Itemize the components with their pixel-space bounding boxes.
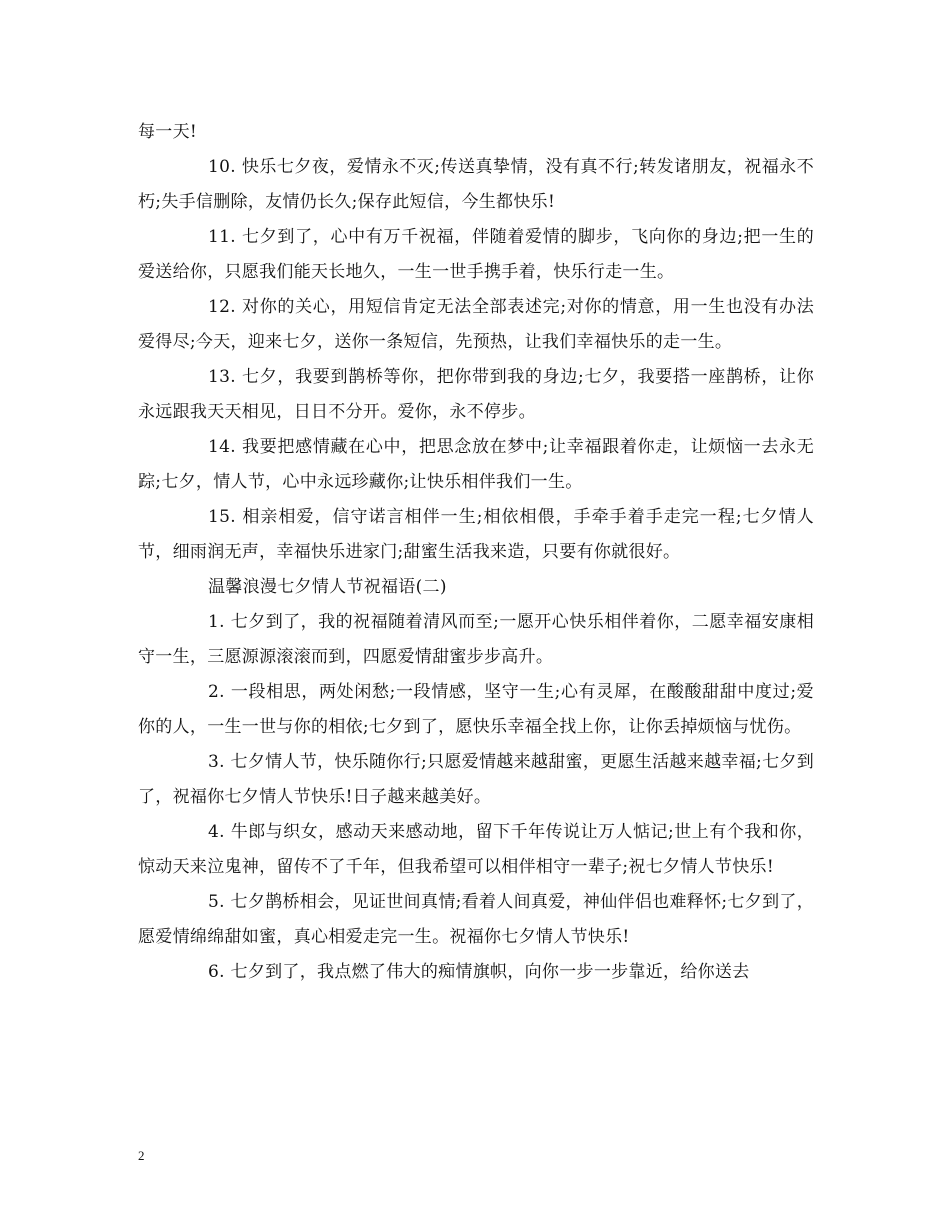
paragraph: 15. 相亲相爱，信守诺言相伴一生;相依相偎，手牵手着手走完一程;七夕情人节，细雨润无声，幸福快乐进家门;甜蜜生活我来造，只要有你就很好。 (138, 507, 814, 562)
paragraph: 10. 快乐七夕夜，爱情永不灭;传送真挚情，没有真不行;转发诸朋友，祝福永不朽;失手信删除，友情仍长久;保存此短信，今生都快乐! (138, 157, 814, 212)
paragraph: 6. 七夕到了，我点燃了伟大的痴情旗帜，向你一步一步靠近，给你送去 (208, 962, 750, 982)
paragraph: 温馨浪漫七夕情人节祝福语(二) (208, 577, 447, 597)
paragraph: 12. 对你的关心，用短信肯定无法全部表述完;对你的情意，用一生也没有办法爱得尽;今天，迎来七夕，送你一条短信，先预热，让我们幸福快乐的走一生。 (138, 297, 814, 352)
paragraph: 每一天! (138, 122, 198, 142)
page-number: 2 (138, 1148, 145, 1163)
document-body (138, 115, 814, 990)
paragraph: 1. 七夕到了，我的祝福随着清风而至;一愿开心快乐相伴着你，二愿幸福安康相守一生，三愿源源滚滚而到，四愿爱情甜蜜步步高升。 (138, 612, 814, 667)
paragraph: 11. 七夕到了，心中有万千祝福，伴随着爱情的脚步，飞向你的身边;把一生的爱送给你，只愿我们能天长地久，一生一世手携手着，快乐行走一生。 (138, 227, 814, 282)
paragraph: 5. 七夕鹊桥相会，见证世间真情;看着人间真爱，神仙伴侣也难释怀;七夕到了，愿爱情绵绵甜如蜜，真心相爱走完一生。祝福你七夕情人节快乐! (138, 892, 814, 947)
paragraph: 13. 七夕，我要到鹊桥等你，把你带到我的身边;七夕，我要搭一座鹊桥，让你永远跟我天天相见，日日不分开。爱你，永不停步。 (138, 367, 814, 422)
paragraph: 14. 我要把感情藏在心中，把思念放在梦中;让幸福跟着你走，让烦恼一去永无踪;七夕，情人节，心中永远珍藏你;让快乐相伴我们一生。 (138, 437, 814, 492)
paragraph: 4. 牛郎与织女，感动天来感动地，留下千年传说让万人惦记;世上有个我和你，惊动天来泣鬼神，留传不了千年，但我希望可以相伴相守一辈子;祝七夕情人节快乐! (138, 822, 814, 877)
paragraph: 3. 七夕情人节，快乐随你行;只愿爱情越来越甜蜜，更愿生活越来越幸福;七夕到了，祝福你七夕情人节快乐!日子越来越美好。 (138, 752, 814, 807)
paragraph: 2. 一段相思，两处闲愁;一段情感，坚守一生;心有灵犀，在酸酸甜甜中度过;爱你的人，一生一世与你的相依;七夕到了，愿快乐幸福全找上你，让你丢掉烦恼与忧伤。 (138, 682, 814, 737)
